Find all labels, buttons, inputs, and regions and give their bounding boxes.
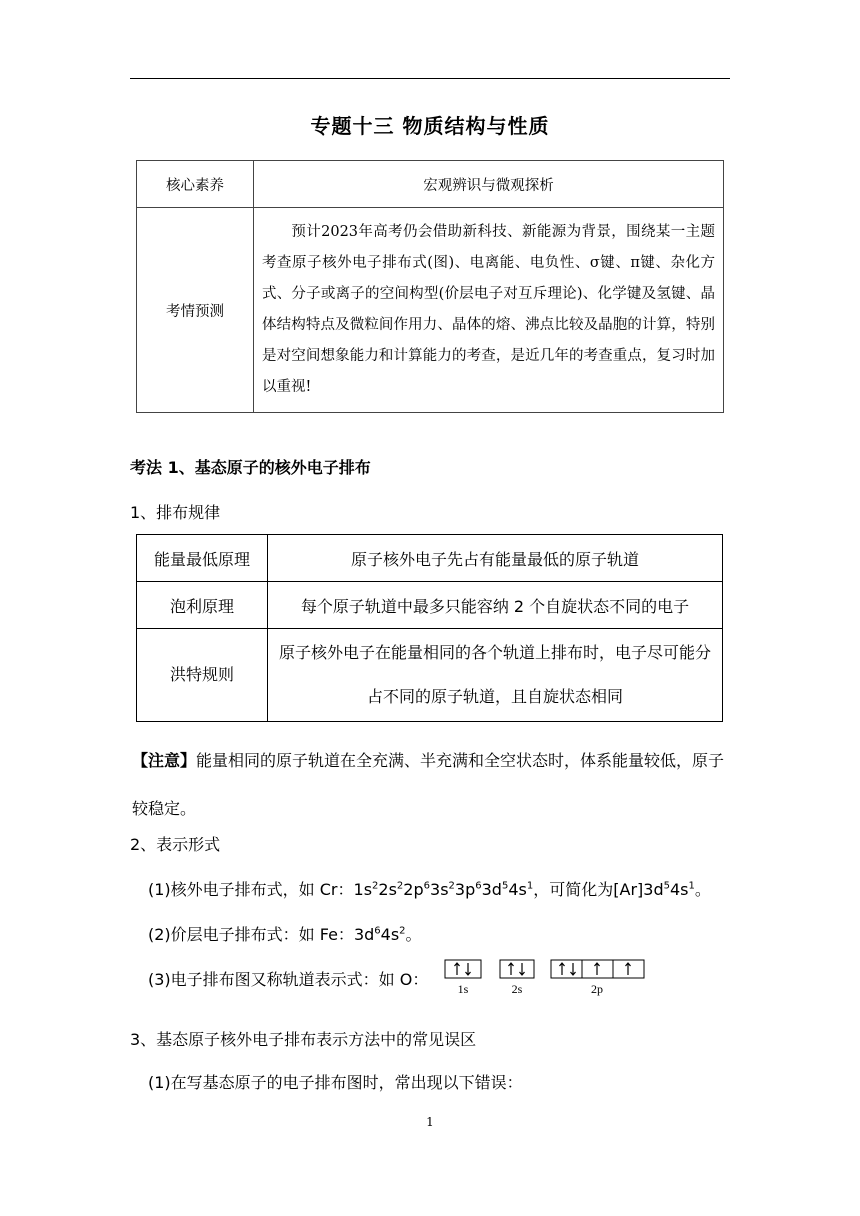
orbital-diagram-line: (3)电子排布图又称轨道表示式：如 O：	[148, 970, 429, 989]
page-number: 1	[426, 1115, 434, 1129]
forecast-text: 预计2023年高考仍会借助新科技、新能源为背景，围绕某一主题考查原子核外电子排布式(图)、电离能、电负性、σ键、π键、杂化方式、分子或离子的空间构型(价层电子对互斥理论)、化学键及氢键、晶体结构特点及微粒间作用力、晶体的熔、沸点比较及晶胞的计算，特别是对空间想象能力和计算能力的考查，是近几年的考查重点，复习时加以重视!	[262, 224, 715, 395]
electron-config-line: (1)核外电子排布式，如 Cr：$1s^22s^22p^63s^23p^63d^54s^1$，可简化为$[Ar]3d^54s^1$。	[148, 880, 711, 899]
rule-name: 洪特规则	[137, 629, 268, 722]
forecast-label: 考情预测	[137, 208, 254, 413]
rule-name: 能量最低原理	[137, 535, 268, 582]
table-row	[137, 629, 723, 722]
misconception-line: (1)在写基态原子的电子排布图时，常出现以下错误：	[148, 1073, 523, 1092]
subheading-rules: 1、排布规律	[130, 503, 221, 522]
forecast-cell	[254, 208, 724, 413]
note-text: 能量相同的原子轨道在全充满、半充满和全空状态时，体系能量较低，原子较稳定。	[132, 751, 725, 818]
rule-name: 泡利原理	[137, 582, 268, 629]
overview-table	[136, 160, 724, 413]
header-rule	[130, 78, 730, 79]
valence-config-line: (2)价层电子排布式：如 Fe：$3d^64s^2$。	[148, 925, 422, 944]
cr-short-config: $[Ar]3d^54s^1$。	[613, 880, 711, 899]
rule-desc: 原子核外电子在能量相同的各个轨道上排布时，电子尽可能分占不同的原子轨道，且自旋状态相同	[268, 629, 723, 722]
orbital-box-1s	[445, 960, 481, 978]
note-label: 【注意】	[132, 751, 197, 770]
core-literacy-label: 核心素养	[137, 161, 254, 208]
fe-config: $3d^64s^2$。	[353, 925, 422, 944]
section-title: 考法 1、基态原子的核外电子排布	[130, 458, 371, 477]
rule-desc: 每个原子轨道中最多只能容纳 2 个自旋状态不同的电子	[268, 582, 723, 629]
table-row	[137, 535, 723, 582]
rule-desc: 原子核外电子先占有能量最低的原子轨道	[268, 535, 723, 582]
page-title: 专题十三 物质结构与性质	[310, 114, 550, 138]
orbital-label-2p: 2p	[591, 982, 603, 996]
core-literacy-value: 宏观辨识与微观探析	[254, 161, 724, 208]
subheading-misconceptions: 3、基态原子核外电子排布表示方法中的常见误区	[130, 1030, 477, 1049]
orbital-label-2s: 2s	[511, 982, 523, 996]
table-row	[137, 582, 723, 629]
cr-config: $1s^22s^22p^63s^23p^63d^54s^1$	[353, 880, 534, 899]
orbital-label-1s: 1s	[457, 982, 469, 996]
rules-table	[136, 534, 723, 722]
note-paragraph	[132, 737, 730, 833]
orbital-box-2s	[500, 960, 534, 978]
subheading-forms: 2、表示形式	[130, 835, 221, 854]
orbital-diagram	[440, 958, 650, 998]
